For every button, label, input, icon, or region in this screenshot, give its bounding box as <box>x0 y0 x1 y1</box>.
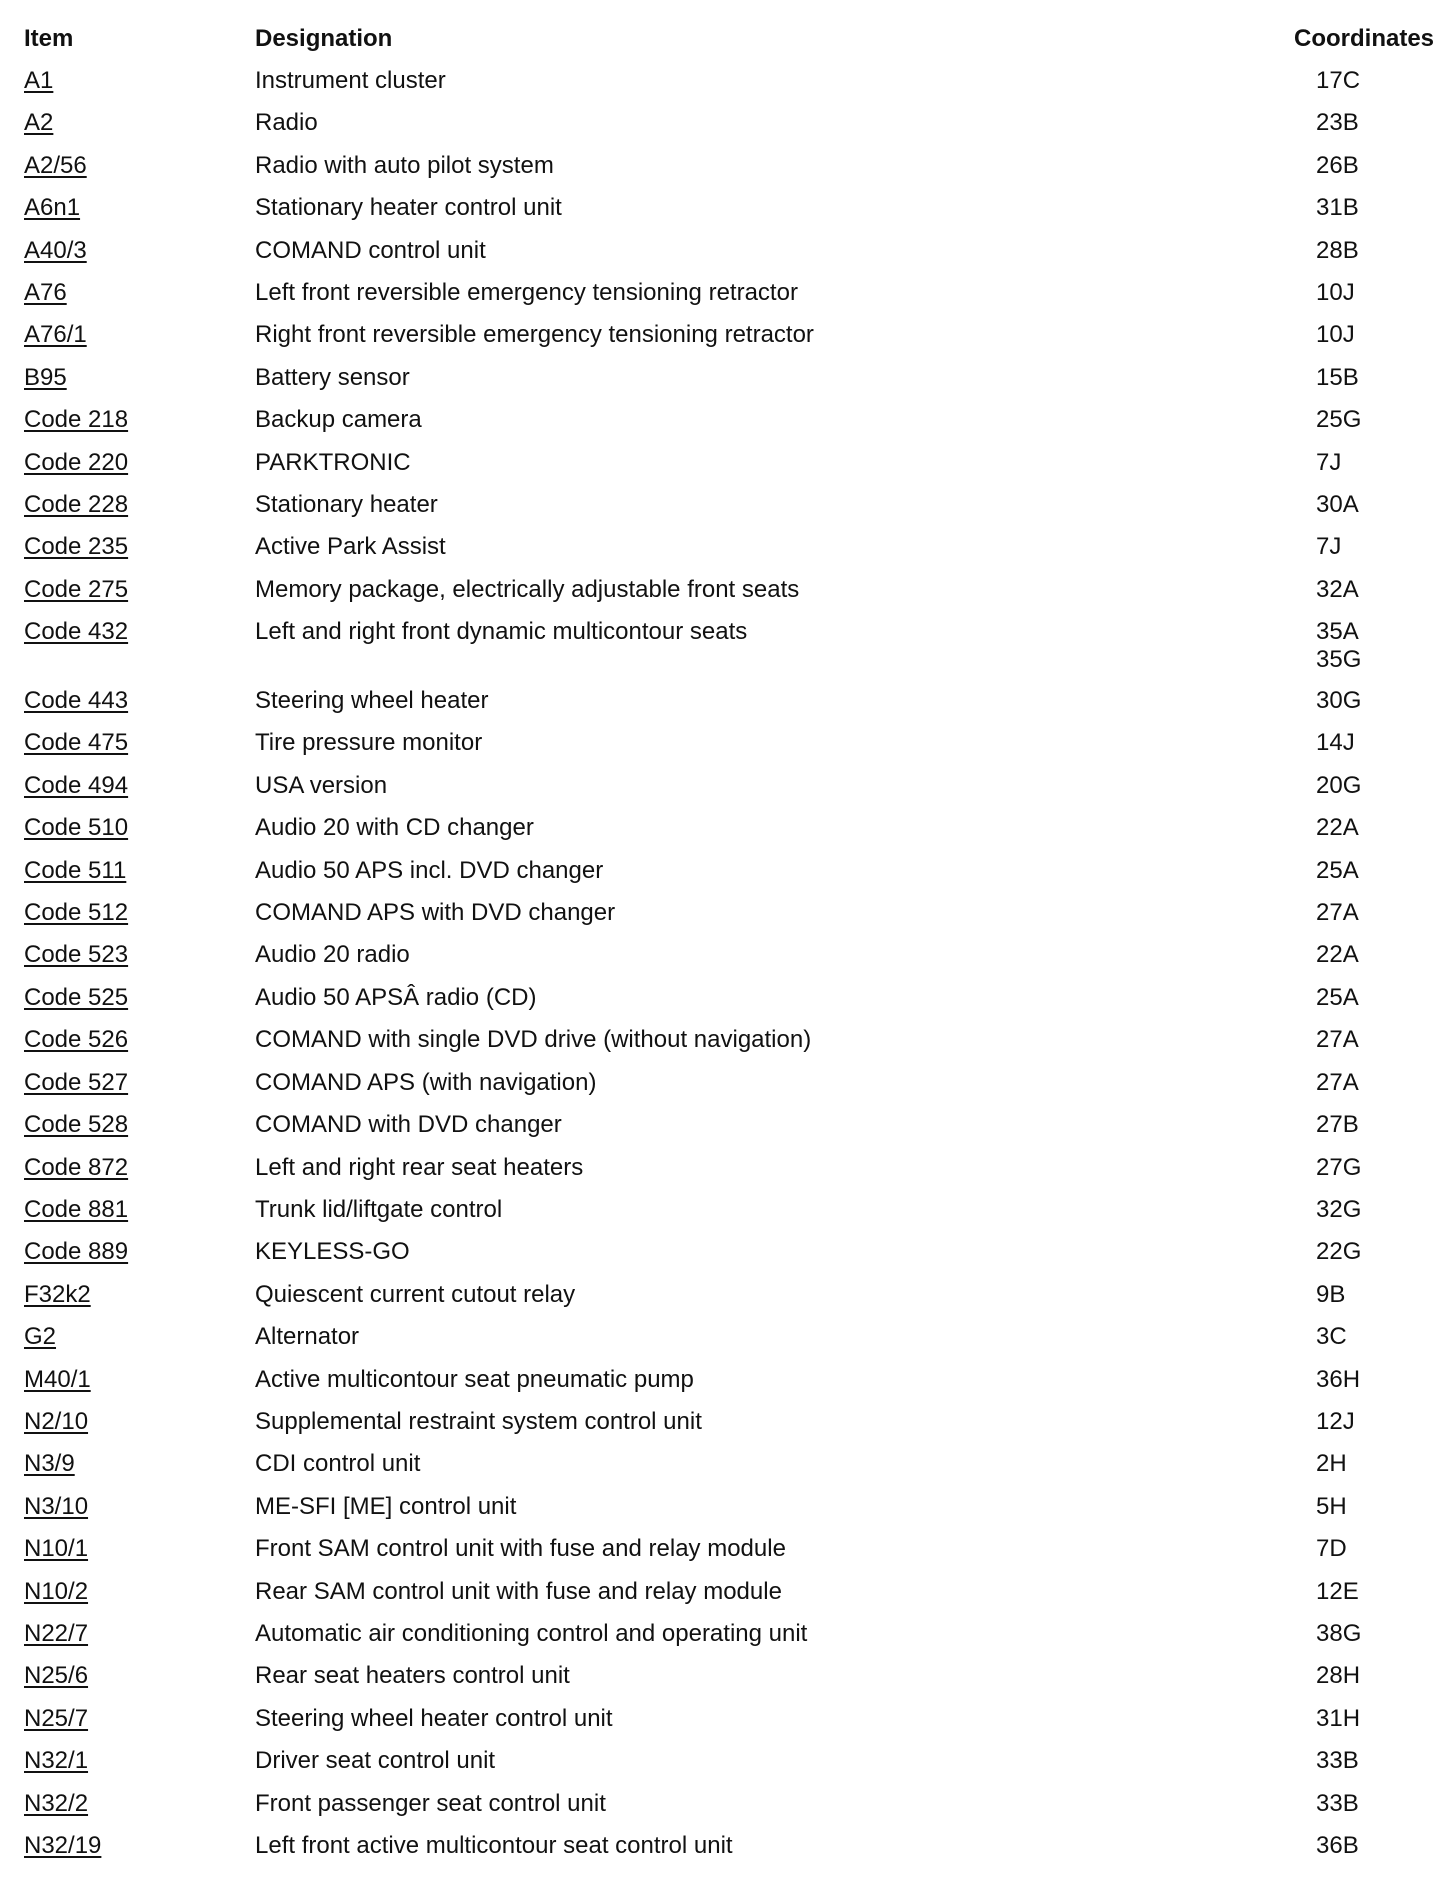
designation-text: Audio 50 APS incl. DVD changer <box>255 857 604 884</box>
coordinate-value: 20G <box>1316 772 1362 799</box>
item-link[interactable]: Code 528 <box>24 1111 129 1138</box>
designation-text: PARKTRONIC <box>255 449 411 476</box>
coordinate-value: 3C <box>1316 1323 1347 1350</box>
item-link[interactable]: B95 <box>24 364 67 391</box>
coordinate-value: 26B <box>1316 152 1359 179</box>
coordinates-cell <box>1316 1450 1347 1478</box>
coordinates-cell <box>1316 67 1360 95</box>
designation-text: ME-SFI [ME] control unit <box>255 1493 517 1520</box>
header-item: Item <box>24 25 74 52</box>
item-link[interactable]: Code 889 <box>24 1238 129 1265</box>
item-link[interactable]: M40/1 <box>24 1366 91 1393</box>
coordinate-value: 27B <box>1316 1111 1359 1138</box>
item-link[interactable]: G2 <box>24 1323 57 1350</box>
coordinate-value: 35G <box>1316 646 1362 673</box>
designation-text: Left and right front dynamic multicontour seats <box>255 618 748 645</box>
coordinates-cell <box>1316 1366 1360 1394</box>
designation-text: Stationary heater <box>255 491 438 518</box>
coordinate-value: 17C <box>1316 67 1361 94</box>
coordinate-value: 27A <box>1316 1069 1359 1096</box>
item-link[interactable]: N32/1 <box>24 1747 89 1774</box>
designation-text: COMAND with DVD changer <box>255 1111 562 1138</box>
designation-text: Rear SAM control unit with fuse and relay module <box>255 1578 782 1605</box>
item-link[interactable]: F32k2 <box>24 1281 91 1308</box>
designation-text: Audio 20 with CD changer <box>255 814 534 841</box>
item-link[interactable]: A2 <box>24 109 54 136</box>
coordinates-cell <box>1316 941 1359 969</box>
coordinate-value: 15B <box>1316 364 1359 391</box>
coordinates-cell <box>1316 1747 1359 1775</box>
designation-text: Alternator <box>255 1323 360 1350</box>
coordinates-cell <box>1316 449 1341 477</box>
item-link[interactable]: Code 523 <box>24 941 129 968</box>
coordinates-cell <box>1316 1281 1345 1309</box>
coordinates-cell <box>1316 1535 1347 1563</box>
coordinate-value: 31B <box>1316 194 1359 221</box>
coordinates-cell <box>1316 1832 1359 1860</box>
coordinate-value: 14J <box>1316 729 1355 756</box>
coordinates-cell <box>1316 321 1355 349</box>
coordinate-value: 32A <box>1316 576 1359 603</box>
coordinates-cell <box>1316 1238 1361 1266</box>
coordinates-cell <box>1316 899 1359 927</box>
coordinate-value: 25A <box>1316 984 1359 1011</box>
designation-text: Stationary heater control unit <box>255 194 562 221</box>
coordinate-value: 31H <box>1316 1705 1361 1732</box>
designation-text: Tire pressure monitor <box>255 729 483 756</box>
coordinates-cell <box>1316 364 1359 392</box>
coordinates-cell <box>1316 857 1359 885</box>
designation-text: Left front reversible emergency tensioning retractor <box>255 279 798 306</box>
designation-text: Battery sensor <box>255 364 410 391</box>
coordinate-value: 5H <box>1316 1493 1347 1520</box>
designation-text: Rear seat heaters control unit <box>255 1662 570 1689</box>
item-link[interactable]: N10/2 <box>24 1578 89 1605</box>
designation-text: Right front reversible emergency tensioning retractor <box>255 321 814 348</box>
designation-text: Quiescent current cutout relay <box>255 1281 576 1308</box>
designation-text: Left front active multicontour seat control unit <box>255 1832 733 1859</box>
coordinate-value: 12E <box>1316 1578 1359 1605</box>
coordinate-value: 36H <box>1316 1366 1361 1393</box>
item-link[interactable]: N32/2 <box>24 1790 89 1817</box>
coordinates-cell <box>1316 1196 1361 1224</box>
coordinate-value: 35A <box>1316 618 1359 645</box>
coordinates-cell <box>1316 984 1359 1012</box>
coordinate-value: 25A <box>1316 857 1359 884</box>
coordinates-cell <box>1316 1154 1361 1182</box>
item-link[interactable]: Code 475 <box>24 729 129 756</box>
item-link[interactable]: Code 510 <box>24 814 129 841</box>
designation-text: COMAND control unit <box>255 237 486 264</box>
item-link[interactable]: Code 443 <box>24 687 129 714</box>
coordinates-cell <box>1316 1069 1359 1097</box>
coordinates-cell <box>1316 237 1359 265</box>
coordinate-value: 22A <box>1316 941 1359 968</box>
designation-text: Driver seat control unit <box>255 1747 496 1774</box>
designation-text: Radio with auto pilot system <box>255 152 554 179</box>
coordinates-cell <box>1316 1662 1360 1690</box>
designation-text: COMAND APS with DVD changer <box>255 899 616 926</box>
item-link[interactable]: Code 432 <box>24 618 129 645</box>
item-link[interactable]: Code 872 <box>24 1154 129 1181</box>
coordinates-cell <box>1316 491 1359 519</box>
coordinates-cell <box>1316 618 1361 674</box>
item-link[interactable]: Code 526 <box>24 1026 129 1053</box>
item-link[interactable]: Code 235 <box>24 533 129 560</box>
coordinate-value: 9B <box>1316 1281 1346 1308</box>
coordinates-cell <box>1316 1323 1347 1351</box>
coordinate-value: 33B <box>1316 1790 1359 1817</box>
coordinate-value: 27G <box>1316 1154 1362 1181</box>
coordinates-cell <box>1316 1026 1359 1054</box>
designation-text: Supplemental restraint system control unit <box>255 1408 702 1435</box>
coordinates-cell <box>1316 1790 1359 1818</box>
designation-text: Active Park Assist <box>255 533 446 560</box>
coordinate-value: 30A <box>1316 491 1359 518</box>
designation-text: Audio 20 radio <box>255 941 410 968</box>
item-link[interactable]: N25/7 <box>24 1705 89 1732</box>
coordinate-value: 30G <box>1316 687 1362 714</box>
coordinate-value: 12J <box>1316 1408 1355 1435</box>
designation-text: Trunk lid/liftgate control <box>255 1196 503 1223</box>
item-link[interactable]: N32/19 <box>24 1832 102 1859</box>
coordinates-cell <box>1316 687 1361 715</box>
coordinates-cell <box>1316 576 1359 604</box>
coordinate-value: 7J <box>1316 449 1342 476</box>
coordinates-cell <box>1316 109 1359 137</box>
item-link[interactable]: N25/6 <box>24 1662 89 1689</box>
coordinates-cell <box>1316 1111 1359 1139</box>
coordinates-cell <box>1316 1620 1361 1648</box>
coordinate-value: 22G <box>1316 1238 1362 1265</box>
designation-text: Backup camera <box>255 406 422 433</box>
designation-text: Active multicontour seat pneumatic pump <box>255 1366 694 1393</box>
coordinate-value: 10J <box>1316 279 1355 306</box>
coordinate-value: 32G <box>1316 1196 1362 1223</box>
coordinate-value: 2H <box>1316 1450 1347 1477</box>
item-link[interactable]: Code 220 <box>24 449 129 476</box>
item-link[interactable]: N22/7 <box>24 1620 89 1647</box>
coordinate-value: 7J <box>1316 533 1342 560</box>
item-link[interactable]: Code 494 <box>24 772 129 799</box>
coordinate-value: 7D <box>1316 1535 1347 1562</box>
item-link[interactable]: N3/9 <box>24 1450 75 1477</box>
coordinate-value: 25G <box>1316 406 1362 433</box>
designation-text: Instrument cluster <box>255 67 446 94</box>
item-link[interactable]: Code 511 <box>24 857 127 884</box>
coordinate-value: 38G <box>1316 1620 1362 1647</box>
item-link[interactable]: A76 <box>24 279 67 306</box>
coordinate-value: 36B <box>1316 1832 1359 1859</box>
coordinates-cell <box>1316 1705 1360 1733</box>
coordinates-cell <box>1316 729 1355 757</box>
designation-text: Front SAM control unit with fuse and relay module <box>255 1535 786 1562</box>
designation-text: KEYLESS-GO <box>255 1238 410 1265</box>
coordinates-cell <box>1316 194 1359 222</box>
coordinate-value: 28B <box>1316 237 1359 264</box>
item-link[interactable]: N3/10 <box>24 1493 89 1520</box>
designation-text: Left and right rear seat heaters <box>255 1154 584 1181</box>
item-link[interactable]: Code 881 <box>24 1196 129 1223</box>
coordinates-cell <box>1316 406 1361 434</box>
coordinates-cell <box>1316 152 1359 180</box>
designation-text: Memory package, electrically adjustable front seats <box>255 576 800 603</box>
designation-text: Automatic air conditioning control and operating unit <box>255 1620 808 1647</box>
designation-text: USA version <box>255 772 388 799</box>
item-link[interactable]: A76/1 <box>24 321 87 348</box>
item-link[interactable]: N2/10 <box>24 1408 89 1435</box>
item-link[interactable]: Code 275 <box>24 576 129 603</box>
coordinate-value: 27A <box>1316 899 1359 926</box>
coordinates-cell <box>1316 533 1341 561</box>
item-link[interactable]: Code 218 <box>24 406 129 433</box>
item-link[interactable]: N10/1 <box>24 1535 89 1562</box>
designation-text: Audio 50 APSÂ radio (CD) <box>255 984 537 1011</box>
designation-text: Radio <box>255 109 318 136</box>
designation-text: Steering wheel heater control unit <box>255 1705 613 1732</box>
coordinate-value: 28H <box>1316 1662 1361 1689</box>
coordinates-cell <box>1316 279 1355 307</box>
designation-text: COMAND APS (with navigation) <box>255 1069 597 1096</box>
coordinate-value: 27A <box>1316 1026 1359 1053</box>
coordinate-value: 33B <box>1316 1747 1359 1774</box>
designation-text: Front passenger seat control unit <box>255 1790 606 1817</box>
coordinates-cell <box>1316 772 1361 800</box>
coordinates-cell <box>1316 1493 1347 1521</box>
item-link[interactable]: A6n1 <box>24 194 81 221</box>
header-designation: Designation <box>255 25 393 52</box>
designation-text: COMAND with single DVD drive (without navigation) <box>255 1026 812 1053</box>
item-link[interactable]: A40/3 <box>24 237 87 264</box>
designation-text: CDI control unit <box>255 1450 421 1477</box>
coordinates-cell <box>1316 814 1359 842</box>
item-link[interactable]: Code 527 <box>24 1069 129 1096</box>
header-coordinates: Coordinates <box>1294 25 1435 52</box>
coordinates-cell <box>1316 1408 1355 1436</box>
item-link[interactable]: Code 512 <box>24 899 129 926</box>
item-link[interactable]: Code 228 <box>24 491 129 518</box>
item-link[interactable]: Code 525 <box>24 984 129 1011</box>
coordinate-value: 10J <box>1316 321 1355 348</box>
coordinate-value: 22A <box>1316 814 1359 841</box>
item-link[interactable]: A2/56 <box>24 152 87 179</box>
coordinate-value: 23B <box>1316 109 1359 136</box>
coordinates-cell <box>1316 1578 1359 1606</box>
item-link[interactable]: A1 <box>24 67 54 94</box>
designation-text: Steering wheel heater <box>255 687 489 714</box>
